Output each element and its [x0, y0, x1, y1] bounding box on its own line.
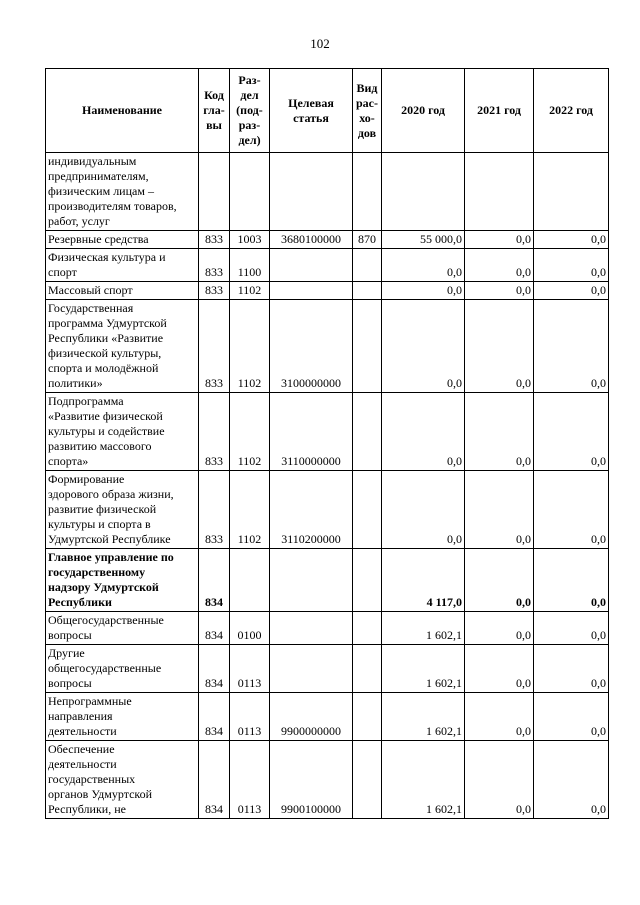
table-row: [46, 549, 609, 612]
cell-name-line: политики»: [48, 376, 103, 390]
header-section-line: раз-: [238, 118, 261, 132]
cell-name-line: Резервные средства: [48, 232, 149, 246]
cell-code: 834: [199, 645, 230, 693]
cell-name-line: общегосударственные: [48, 661, 162, 675]
cell-name: [46, 249, 199, 282]
cell-name-line: спорта и молодёжной: [48, 361, 159, 375]
header-expense-line: Вид: [356, 80, 378, 95]
header-expense: [353, 69, 382, 153]
cell-section: 1102: [230, 282, 270, 300]
cell-name: [46, 612, 199, 645]
cell-target: 3110200000: [270, 471, 353, 549]
table-row: [46, 300, 609, 393]
cell-expense: 870: [353, 231, 382, 249]
header-code-line: Код: [204, 88, 224, 102]
cell-y2020: 4 117,0: [382, 549, 465, 612]
table-row: [46, 741, 609, 819]
cell-y2022: 0,0: [534, 693, 609, 741]
header-code: [199, 69, 230, 153]
cell-y2021: 0,0: [465, 249, 534, 282]
header-expense-line: хо-: [359, 110, 375, 125]
cell-name-line: развитию массового: [48, 439, 152, 453]
cell-y2022: 0,0: [534, 393, 609, 471]
table-row: [46, 693, 609, 741]
cell-name-line: деятельности: [48, 757, 117, 771]
cell-name-line: Формирование: [48, 472, 125, 486]
table-row: [46, 393, 609, 471]
cell-name-line: Общегосударственные: [48, 613, 164, 627]
header-target-line: Целевая: [288, 95, 334, 110]
header-expense-line: дов: [357, 125, 377, 140]
cell-y2022: 0,0: [534, 231, 609, 249]
cell-code: 834: [199, 612, 230, 645]
cell-y2020: 0,0: [382, 300, 465, 393]
header-target-line: статья: [293, 110, 329, 125]
cell-name: [46, 471, 199, 549]
cell-name: [46, 153, 199, 231]
header-section-line: дел: [240, 88, 259, 102]
cell-y2022: 0,0: [534, 282, 609, 300]
cell-name-line: органов Удмуртской: [48, 787, 153, 801]
cell-name-line: спорт: [48, 265, 77, 279]
cell-target: 3680100000: [270, 231, 353, 249]
cell-code: 834: [199, 741, 230, 819]
cell-y2020: 0,0: [382, 282, 465, 300]
cell-section: 1102: [230, 471, 270, 549]
cell-name-line: Республики, не: [48, 802, 126, 816]
header-code-line: гла-: [203, 103, 225, 117]
cell-code: 833: [199, 393, 230, 471]
cell-expense: [353, 645, 382, 693]
cell-y2020: 0,0: [382, 393, 465, 471]
cell-section: 1102: [230, 300, 270, 393]
table-row: [46, 471, 609, 549]
cell-y2022: 0,0: [534, 471, 609, 549]
cell-name-line: Государственная: [48, 301, 134, 315]
cell-target: 3110000000: [270, 393, 353, 471]
cell-y2021: 0,0: [465, 231, 534, 249]
cell-name-line: вопросы: [48, 628, 92, 642]
cell-name-line: направления: [48, 709, 113, 723]
cell-name-line: предпринимателям,: [48, 169, 149, 183]
header-section-line: (под-: [236, 103, 263, 117]
cell-name-line: Главное управление по: [48, 550, 174, 564]
cell-name-line: производителям товаров,: [48, 199, 177, 213]
table-row: [46, 231, 609, 249]
cell-y2021: 0,0: [465, 693, 534, 741]
cell-section: 1102: [230, 393, 270, 471]
header-code-line: вы: [206, 118, 222, 132]
cell-code: 833: [199, 300, 230, 393]
header-name: Наименование: [46, 69, 199, 153]
cell-target: [270, 282, 353, 300]
header-2020: 2020 год: [382, 69, 465, 153]
cell-name: [46, 282, 199, 300]
cell-expense: [353, 300, 382, 393]
cell-section: 1003: [230, 231, 270, 249]
cell-code: 833: [199, 249, 230, 282]
cell-name-line: культуры и спорта в: [48, 517, 151, 531]
cell-name-line: Непрограммные: [48, 694, 132, 708]
header-section: [230, 69, 270, 153]
cell-name-line: Массовый спорт: [48, 283, 133, 297]
cell-y2020: 1 602,1: [382, 741, 465, 819]
cell-name-line: «Развитие физической: [48, 409, 163, 423]
table-body: [46, 153, 609, 819]
cell-y2022: 0,0: [534, 249, 609, 282]
cell-expense: [353, 249, 382, 282]
cell-name-line: развитие физической: [48, 502, 157, 516]
cell-name-line: работ, услуг: [48, 214, 110, 228]
cell-expense: [353, 741, 382, 819]
cell-y2021: [465, 153, 534, 231]
cell-y2021: 0,0: [465, 300, 534, 393]
cell-name-line: Удмуртской Республике: [48, 532, 171, 546]
cell-y2020: [382, 153, 465, 231]
cell-section: 1100: [230, 249, 270, 282]
cell-name-line: Обеспечение: [48, 742, 115, 756]
cell-name-line: индивидуальным: [48, 154, 137, 168]
cell-code: 834: [199, 549, 230, 612]
cell-name-line: надзору Удмуртской: [48, 580, 159, 594]
cell-target: [270, 612, 353, 645]
cell-y2022: 0,0: [534, 300, 609, 393]
cell-name-line: физическим лицам –: [48, 184, 154, 198]
cell-name-line: физической культуры,: [48, 346, 162, 360]
cell-code: 833: [199, 471, 230, 549]
cell-y2022: 0,0: [534, 645, 609, 693]
cell-target: 9900100000: [270, 741, 353, 819]
cell-y2020: 1 602,1: [382, 612, 465, 645]
cell-target: 9900000000: [270, 693, 353, 741]
table-row: [46, 282, 609, 300]
cell-y2021: 0,0: [465, 645, 534, 693]
cell-y2022: 0,0: [534, 741, 609, 819]
cell-y2021: 0,0: [465, 393, 534, 471]
cell-y2021: 0,0: [465, 282, 534, 300]
table-header-row: [46, 69, 609, 153]
cell-y2020: 0,0: [382, 249, 465, 282]
cell-target: 3100000000: [270, 300, 353, 393]
cell-name: [46, 549, 199, 612]
cell-expense: [353, 393, 382, 471]
cell-code: 833: [199, 231, 230, 249]
cell-y2020: 1 602,1: [382, 645, 465, 693]
cell-y2021: 0,0: [465, 549, 534, 612]
cell-name: [46, 741, 199, 819]
cell-y2022: 0,0: [534, 549, 609, 612]
cell-name-line: государственных: [48, 772, 136, 786]
header-section-line: дел): [238, 133, 261, 147]
page-number: 102: [310, 36, 330, 51]
cell-code: 834: [199, 693, 230, 741]
cell-section: 0100: [230, 612, 270, 645]
cell-y2020: 55 000,0: [382, 231, 465, 249]
cell-code: 833: [199, 282, 230, 300]
cell-name-line: здорового образа жизни,: [48, 487, 174, 501]
cell-name-line: Республики: [48, 595, 112, 609]
cell-name-line: Республики «Развитие: [48, 331, 164, 345]
cell-expense: [353, 153, 382, 231]
table-row: [46, 249, 609, 282]
table-row: [46, 645, 609, 693]
cell-section: 0113: [230, 645, 270, 693]
cell-expense: [353, 693, 382, 741]
header-section-line: Раз-: [238, 73, 261, 87]
cell-name: [46, 693, 199, 741]
cell-target: [270, 153, 353, 231]
cell-name-line: культуры и содействие: [48, 424, 165, 438]
cell-section: 0113: [230, 741, 270, 819]
budget-table: [45, 68, 609, 819]
cell-y2021: 0,0: [465, 741, 534, 819]
header-expense-line: рас-: [356, 95, 378, 110]
cell-expense: [353, 549, 382, 612]
cell-section: [230, 549, 270, 612]
cell-name: [46, 393, 199, 471]
cell-y2022: 0,0: [534, 612, 609, 645]
cell-target: [270, 249, 353, 282]
cell-target: [270, 645, 353, 693]
cell-name-line: программа Удмуртской: [48, 316, 167, 330]
cell-name-line: Подпрограмма: [48, 394, 124, 408]
cell-expense: [353, 612, 382, 645]
cell-y2020: 0,0: [382, 471, 465, 549]
cell-target: [270, 549, 353, 612]
cell-y2021: 0,0: [465, 471, 534, 549]
table-row: [46, 153, 609, 231]
cell-code: [199, 153, 230, 231]
cell-y2020: 1 602,1: [382, 693, 465, 741]
cell-name: [46, 645, 199, 693]
header-target: [270, 69, 353, 153]
cell-name-line: Другие: [48, 646, 85, 660]
cell-y2022: [534, 153, 609, 231]
cell-name: [46, 231, 199, 249]
cell-name: [46, 300, 199, 393]
table-row: [46, 612, 609, 645]
cell-name-line: вопросы: [48, 676, 92, 690]
cell-y2021: 0,0: [465, 612, 534, 645]
cell-name-line: государственному: [48, 565, 146, 579]
cell-section: [230, 153, 270, 231]
cell-expense: [353, 282, 382, 300]
cell-section: 0113: [230, 693, 270, 741]
header-2021: 2021 год: [465, 69, 534, 153]
cell-name-line: Физическая культура и: [48, 250, 166, 264]
cell-name-line: деятельности: [48, 724, 117, 738]
header-2022: 2022 год: [534, 69, 609, 153]
cell-expense: [353, 471, 382, 549]
cell-name-line: спорта»: [48, 454, 89, 468]
